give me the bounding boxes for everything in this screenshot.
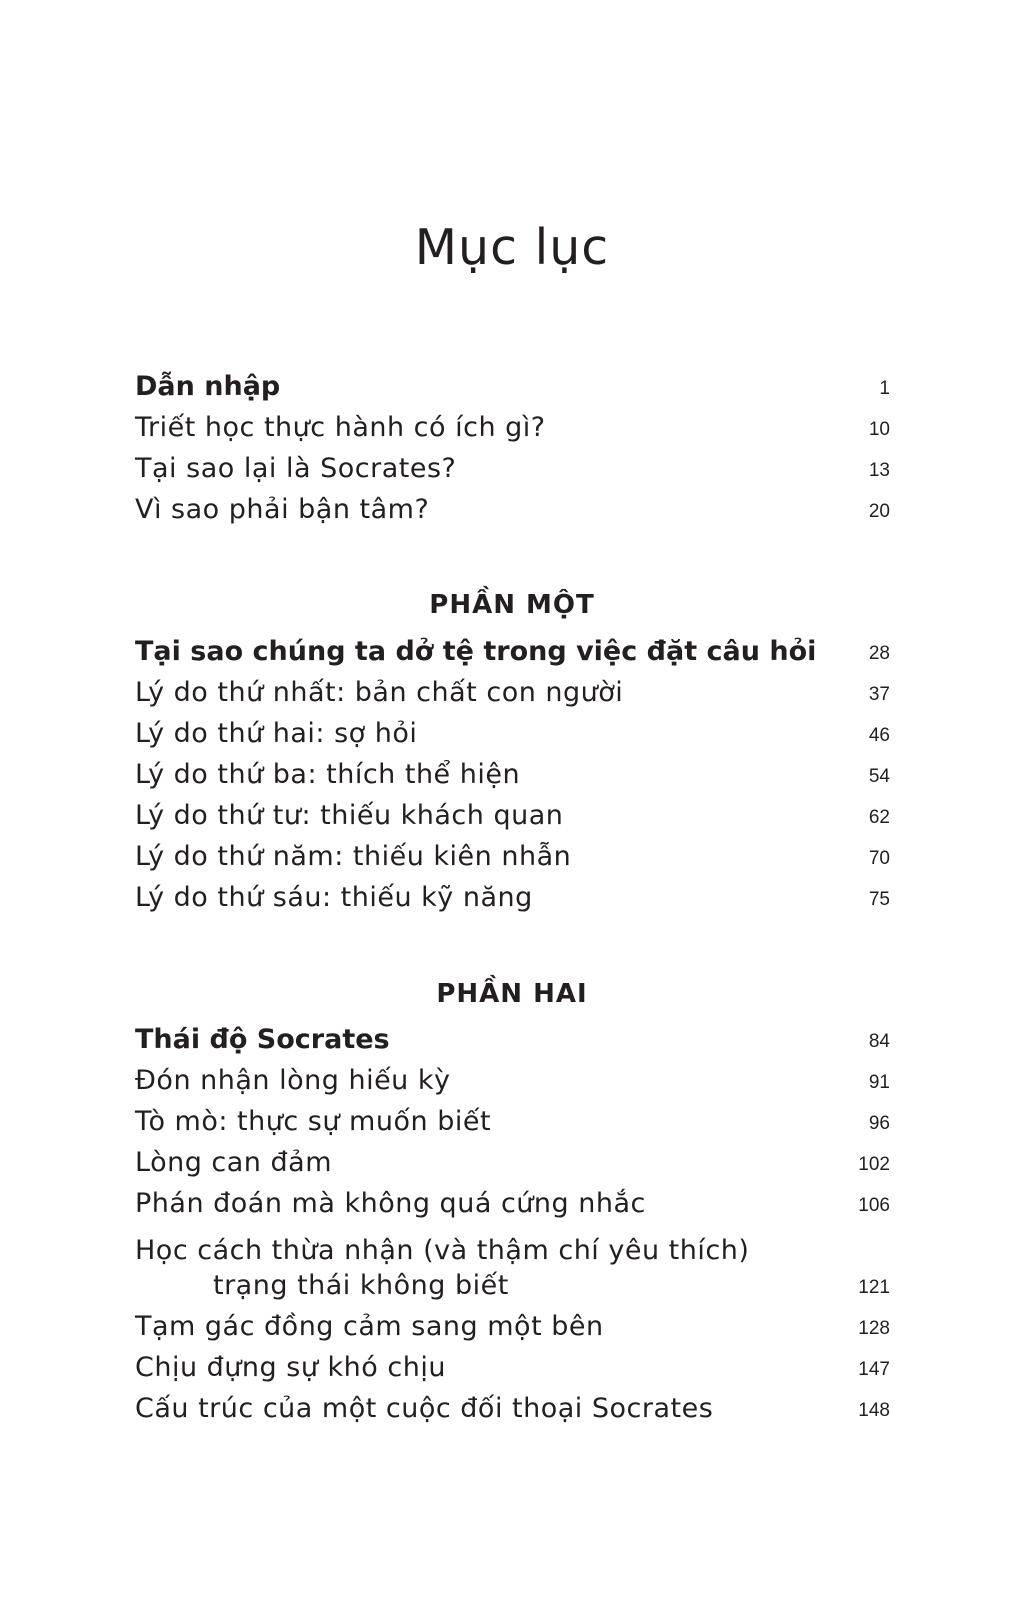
page-title: Mục lục: [414, 218, 610, 276]
toc-entry: Lý do thứ hai: sợ hỏi: [135, 718, 418, 749]
page-number: 1: [879, 378, 890, 399]
toc-heading-part-one: Tại sao chúng ta dở tệ trong việc đặt câu hỏi: [135, 636, 817, 667]
page-number: 121: [858, 1277, 890, 1298]
page-number: 10: [868, 419, 890, 440]
toc-entry: Triết học thực hành có ích gì?: [135, 412, 546, 443]
toc-entry: Tạm gác đồng cảm sang một bên: [135, 1311, 604, 1342]
page-number: 106: [858, 1195, 890, 1216]
page-number: 128: [858, 1318, 890, 1339]
toc-entry: Lý do thứ năm: thiếu kiên nhẫn: [135, 841, 572, 872]
toc-entry-continuation: trạng thái không biết: [213, 1270, 509, 1301]
toc-entry: Tò mò: thực sự muốn biết: [135, 1106, 492, 1137]
page-number: 147: [858, 1359, 890, 1380]
part-two-label: PHẦN HAI: [436, 979, 588, 1009]
page-number: 54: [868, 766, 890, 787]
toc-entry: Tại sao lại là Socrates?: [135, 453, 457, 484]
toc-entry: Lý do thứ sáu: thiếu kỹ năng: [135, 882, 533, 913]
page-number: 75: [868, 889, 890, 910]
page-number: 46: [868, 725, 890, 746]
toc-entry: Vì sao phải bận tâm?: [135, 494, 430, 525]
toc-entry: Lý do thứ tư: thiếu khách quan: [135, 800, 564, 831]
toc-entry: Chịu đựng sự khó chịu: [135, 1352, 446, 1383]
toc-heading-intro: Dẫn nhập: [135, 371, 281, 402]
toc-entry: Lòng can đảm: [135, 1147, 332, 1178]
page-number: 91: [868, 1072, 890, 1093]
page-number: 70: [868, 848, 890, 869]
page-number: 148: [858, 1400, 890, 1421]
toc-entry: Đón nhận lòng hiếu kỳ: [135, 1065, 451, 1096]
page-number: 102: [858, 1154, 890, 1175]
toc-entry: Lý do thứ nhất: bản chất con người: [135, 677, 624, 708]
page-number: 84: [868, 1031, 890, 1052]
page-number: 28: [868, 643, 890, 664]
page-number: 96: [868, 1113, 890, 1134]
part-one-label: PHẦN MỘT: [429, 590, 595, 620]
toc-entry: Lý do thứ ba: thích thể hiện: [135, 759, 521, 790]
page-number: 13: [868, 460, 890, 481]
toc-entry: Phán đoán mà không quá cứng nhắc: [135, 1188, 646, 1219]
page-number: 37: [868, 684, 890, 705]
toc-heading-part-two: Thái độ Socrates: [135, 1024, 390, 1055]
toc-entry: Cấu trúc của một cuộc đối thoại Socrates: [135, 1393, 714, 1424]
toc-entry: Học cách thừa nhận (và thậm chí yêu thích): [135, 1235, 750, 1266]
page-number: 62: [868, 807, 890, 828]
page-number: 20: [868, 501, 890, 522]
